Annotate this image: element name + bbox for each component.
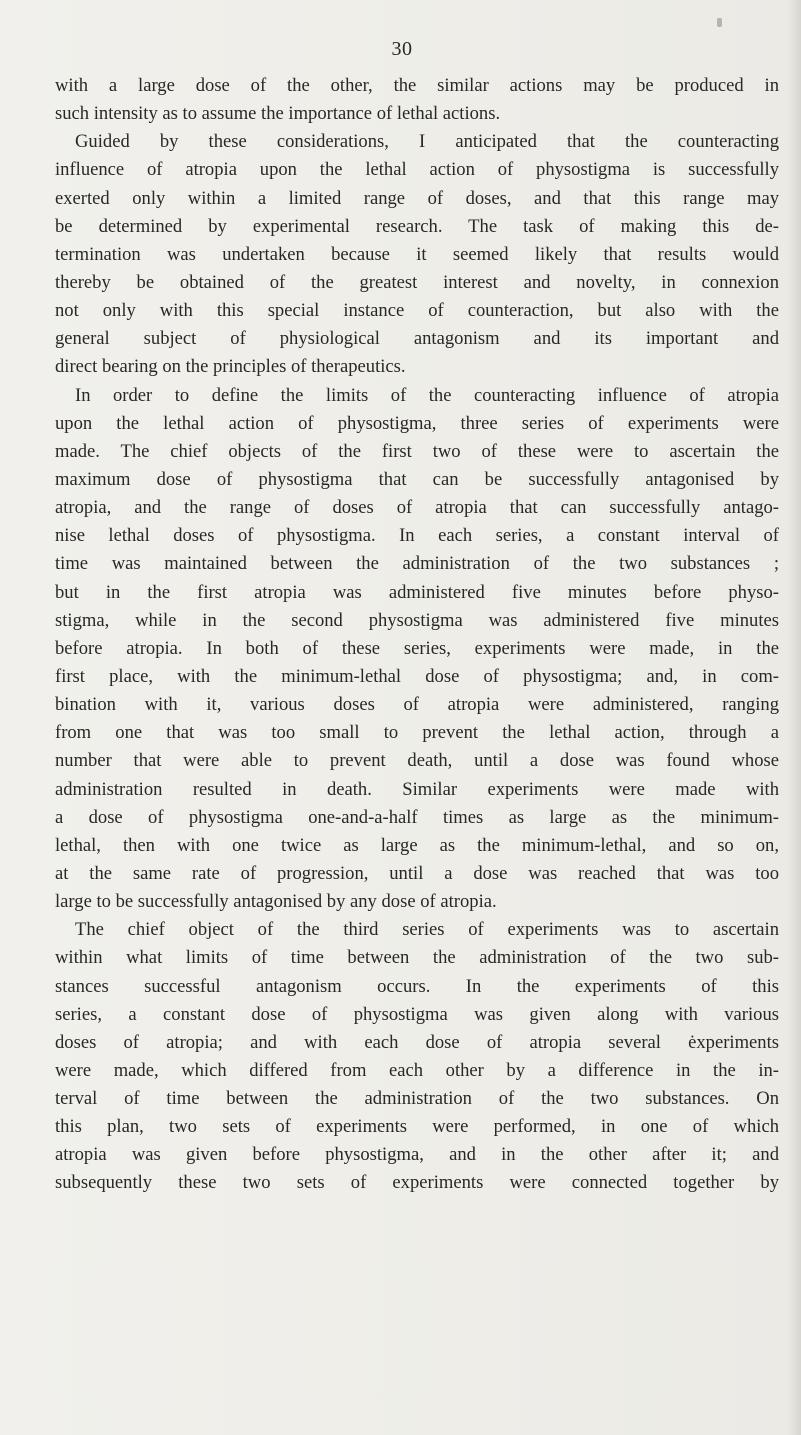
text-line: made. The chief objects of the first two of these were to ascertain the [55,440,779,462]
text-line: stances successful antagonism occurs. In the experiments of this [55,975,779,997]
ink-mark [717,18,722,27]
text-line: The chief object of the third series of experiments was to ascertain [75,919,779,941]
text-line: this plan, two sets of experiments were performed, in one of which [55,1116,779,1138]
text-line: terval of time between the administration of the two substances. On [55,1088,779,1110]
text-line: doses of atropia; and with each dose of atropia several ėxperiments [55,1031,779,1053]
text-line: general subject of physiological antagonism and its important and [55,328,779,350]
text-line: stigma, while in the second physostigma was administered five minutes [55,609,779,631]
text-line: number that were able to prevent death, until a dose was found whose [55,750,779,772]
text-line: with a large dose of the other, the similar actions may be produced in [55,75,779,96]
text-line: within what limits of time between the administration of the two sub- [55,947,779,969]
text-line: a dose of physostigma one-and-a-half times as large as the minimum- [55,806,779,828]
text-line: Guided by these considerations, I anticipated that the counteracting [75,131,779,153]
text-line: In order to define the limits of the counteracting influence of atropia [75,384,779,406]
text-line: series, a constant dose of physostigma was given along with various [55,1003,779,1025]
text-line: large to be successfully antagonised by any dose of atropia. [55,891,497,913]
text-line: nise lethal doses of physostigma. In each series, a constant interval of [55,525,779,547]
text-line: such intensity as to assume the importance of lethal actions. [55,103,501,125]
text-line: direct bearing on the principles of therapeutics. [55,356,406,378]
page-body-text [55,72,779,1198]
page-edge-shadow [787,0,801,1435]
text-line: maximum dose of physostigma that can be successfully antagonised by [55,468,779,490]
text-line: atropia was given before physostigma, and in the other after it; and [55,1144,779,1166]
text-line: influence of atropia upon the lethal action of physostigma is successfully [55,159,779,181]
page-number: 30 [391,38,413,60]
text-line: termination was undertaken because it seemed likely that results would [55,243,779,265]
text-line: but in the first atropia was administered five minutes before physo- [55,581,779,603]
text-line: bination with it, various doses of atropia were administered, ranging [55,694,779,716]
text-line: before atropia. In both of these series, experiments were made, in the [55,637,779,659]
text-line: at the same rate of progression, until a dose was reached that was too [55,862,779,884]
text-line: exerted only within a limited range of doses, and that this range may [55,187,779,209]
text-line: from one that was too small to prevent the lethal action, through a [55,722,779,744]
text-line: administration resulted in death. Similar experiments were made with [55,778,779,800]
text-line: first place, with the minimum-lethal dose of physostigma; and, in com- [55,665,779,687]
text-line: were made, which differed from each other by a difference in the in- [55,1059,779,1081]
text-line: time was maintained between the administration of the two substances ; [55,553,779,575]
text-line: atropia, and the range of doses of atropia that can successfully antago- [55,497,779,519]
text-line: thereby be obtained of the greatest interest and novelty, in connexion [55,271,779,293]
text-line: not only with this special instance of counteraction, but also with the [55,300,779,322]
text-line: subsequently these two sets of experiments were connected together by [55,1172,779,1194]
text-line: be determined by experimental research. The task of making this de- [55,215,779,237]
text-line: lethal, then with one twice as large as the minimum-lethal, and so on, [55,834,779,856]
text-line: upon the lethal action of physostigma, three series of experiments were [55,412,779,434]
